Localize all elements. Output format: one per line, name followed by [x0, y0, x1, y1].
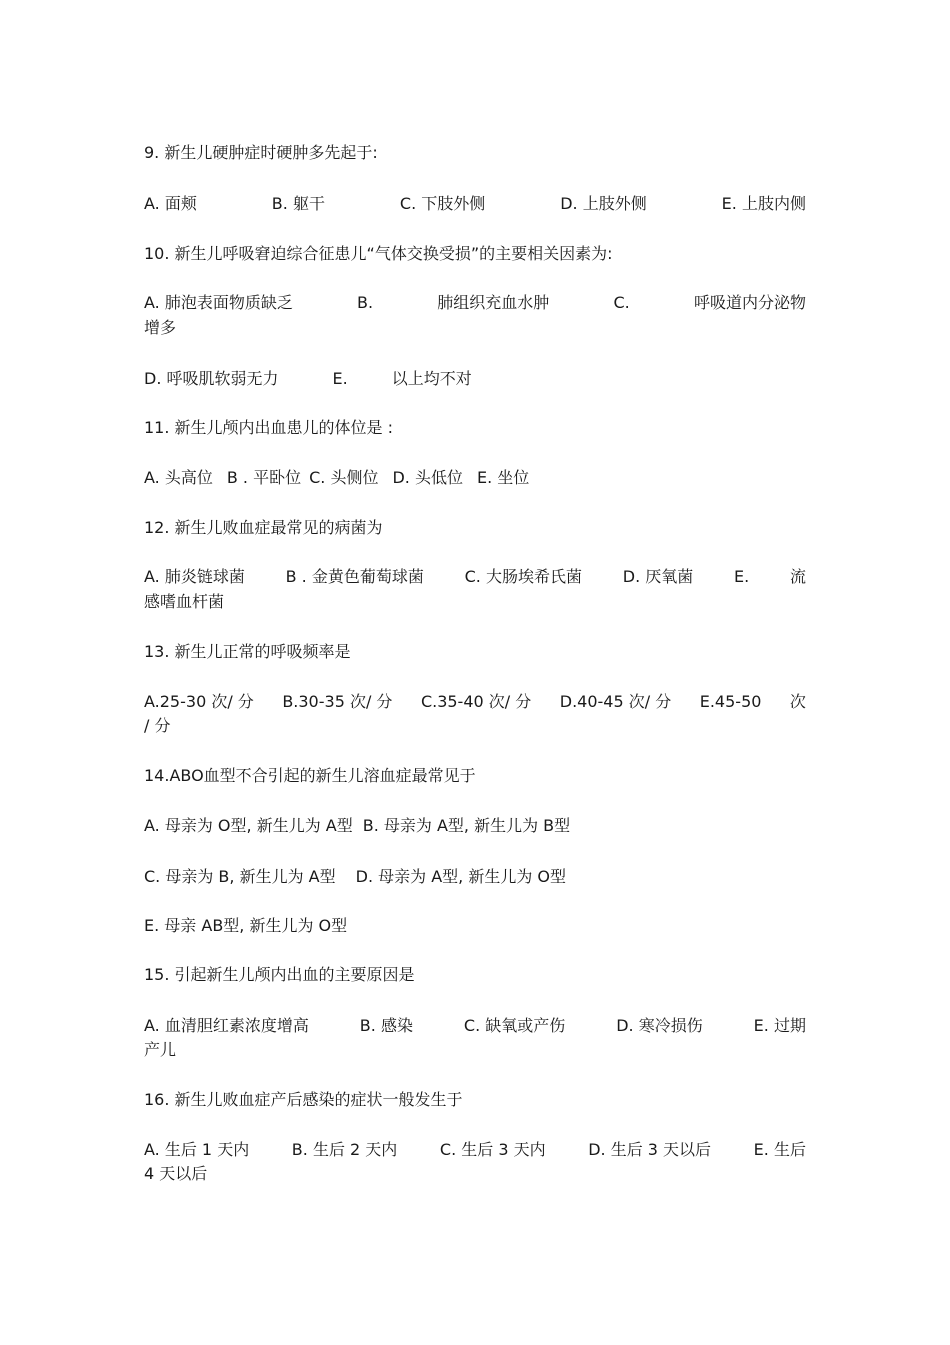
question-14-options-2	[144, 867, 806, 887]
option: B.	[357, 293, 374, 312]
question-12-stem: 12. 新生儿败血症最常见的病菌为	[144, 518, 383, 537]
option: D. 生后 3 天以后	[588, 1140, 712, 1159]
question-15-stem: 15. 引起新生儿颅内出血的主要原因是	[144, 965, 415, 984]
option: C. 母亲为 B, 新生儿为 A型	[144, 867, 336, 886]
question-13-stem: 13. 新生儿正常的呼吸频率是	[144, 642, 351, 661]
option: E. 过期	[753, 1016, 806, 1035]
option: A. 母亲为 O型, 新生儿为 A型	[144, 816, 353, 835]
option: D. 厌氧菌	[622, 567, 694, 586]
option: E.	[734, 567, 750, 586]
option: A. 面颊	[144, 194, 197, 213]
option: B. 母亲为 A型, 新生儿为 B型	[362, 816, 571, 835]
question-10-options	[144, 293, 806, 313]
option: E. 坐位	[476, 468, 530, 487]
question-14-stem: 14.ABO血型不合引起的新生儿溶血症最常见于	[144, 766, 476, 785]
option: D.40-45 次/ 分	[559, 692, 672, 711]
option: E. 生后	[753, 1140, 806, 1159]
option: 呼吸道内分泌物	[693, 293, 806, 312]
option: A. 肺炎链球菌	[144, 567, 245, 586]
question-13-options	[144, 692, 806, 712]
question-13-options-wrap: / 分	[144, 716, 171, 735]
option: B . 平卧位	[226, 468, 302, 487]
question-9-stem: 9. 新生儿硬肿症时硬肿多先起于:	[144, 143, 378, 162]
option: 以上均不对	[391, 369, 472, 388]
option: B. 躯干	[271, 194, 325, 213]
question-11-options	[144, 468, 806, 488]
option: A.25-30 次/ 分	[144, 692, 254, 711]
question-14-options-3: E. 母亲 AB型, 新生儿为 O型	[144, 916, 348, 935]
option: D. 母亲为 A型, 新生儿为 O型	[355, 867, 567, 886]
question-16-stem: 16. 新生儿败血症产后感染的症状一般发生于	[144, 1090, 463, 1109]
option: C. 大肠埃希氏菌	[464, 567, 582, 586]
option: B . 金黄色葡萄球菌	[285, 567, 424, 586]
option: C. 生后 3 天内	[439, 1140, 546, 1159]
option: C.	[613, 293, 630, 312]
question-12-options-wrap: 感嗜血杆菌	[144, 592, 225, 611]
option: D. 头低位	[392, 468, 463, 487]
option: C. 缺氧或产伤	[463, 1016, 566, 1035]
option: B.30-35 次/ 分	[282, 692, 393, 711]
question-10-options-2	[144, 369, 806, 389]
option: A. 头高位	[144, 468, 213, 487]
option: A. 肺泡表面物质缺乏	[144, 293, 293, 312]
option: A. 血清胆红素浓度增高	[144, 1016, 309, 1035]
question-11-stem: 11. 新生儿颅内出血患儿的体位是 :	[144, 418, 394, 437]
option: 次	[789, 692, 806, 711]
option: C. 头侧位	[309, 468, 379, 487]
option: E.	[332, 369, 348, 388]
question-12-options	[144, 567, 806, 587]
option: B. 生后 2 天内	[291, 1140, 398, 1159]
question-16-options	[144, 1140, 806, 1160]
option: D. 上肢外侧	[560, 194, 647, 213]
option: C.35-40 次/ 分	[420, 692, 532, 711]
option: A. 生后 1 天内	[144, 1140, 250, 1159]
question-15-options	[144, 1016, 806, 1036]
option: D. 呼吸肌软弱无力	[144, 369, 279, 388]
option: D. 寒冷损伤	[616, 1016, 703, 1035]
option: E. 上肢内侧	[721, 194, 806, 213]
question-15-options-wrap: 产儿	[144, 1040, 177, 1059]
question-16-options-wrap: 4 天以后	[144, 1164, 208, 1183]
question-10-stem: 10. 新生儿呼吸窘迫综合征患儿“气体交换受损”的主要相关因素为:	[144, 244, 613, 263]
question-10-options-wrap: 增多	[144, 318, 177, 337]
option: E.45-50	[699, 692, 762, 711]
option: 流	[789, 567, 806, 586]
question-14-options	[144, 816, 806, 836]
question-9-options	[144, 194, 806, 214]
option: C. 下肢外侧	[399, 194, 486, 213]
option: B. 感染	[359, 1016, 413, 1035]
option: 肺组织充血水肿	[437, 293, 550, 312]
